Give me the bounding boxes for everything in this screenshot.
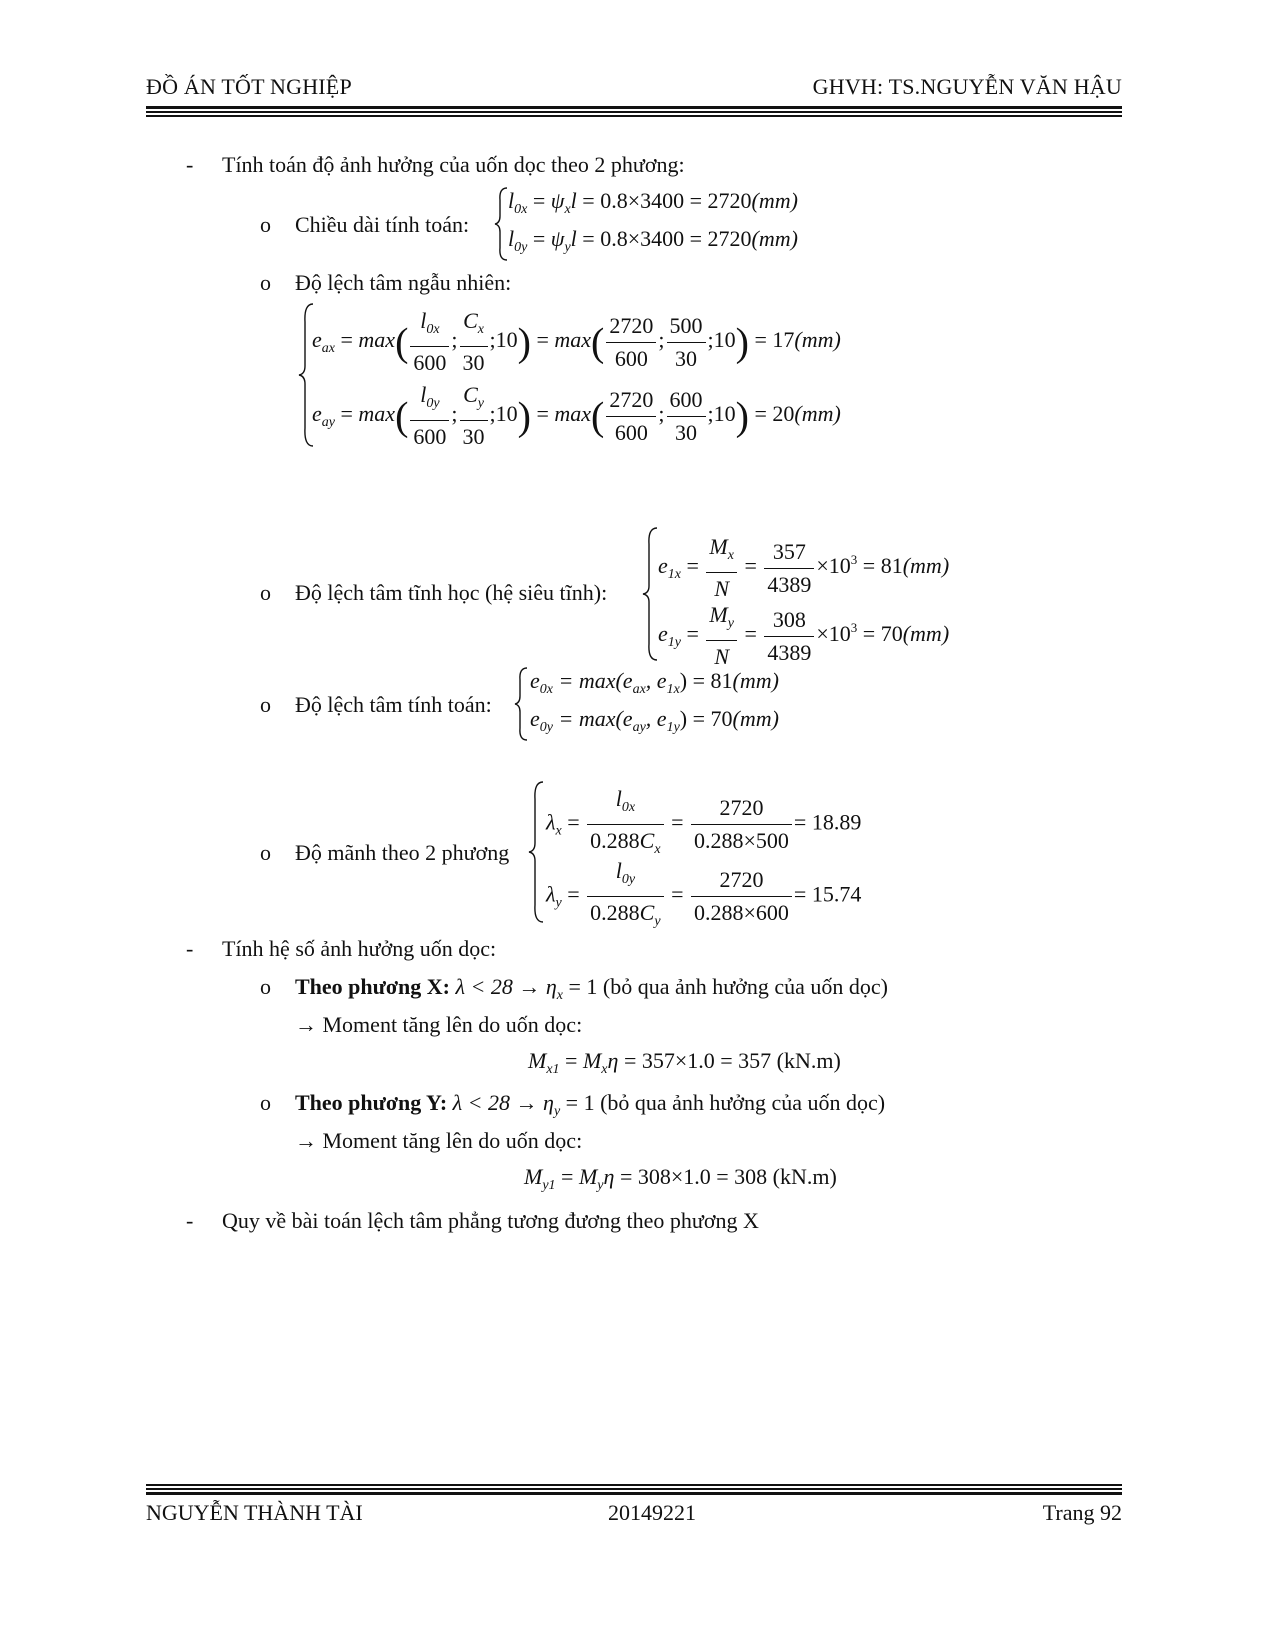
circle-bullet: o	[260, 212, 271, 237]
footer-student-id: 20149221	[608, 1500, 696, 1525]
header-left: ĐỒ ÁN TỐT NGHIỆP	[146, 74, 352, 99]
brace-slenderness	[528, 780, 546, 924]
moment-note-y: → Moment tăng lên do uốn dọc:	[295, 1128, 583, 1153]
design-eccentricity-label: Độ lệch tâm tính toán:	[295, 692, 492, 717]
lambda-x-equation: $\lambda_x$ = $\frac{l_{0x}}{0.288C_x}$ = $\frac{2720}{0.288\times 500}$ = 18.89	[546, 786, 862, 857]
circle-bullet: o	[260, 692, 271, 717]
footer-rule-top	[146, 1484, 1122, 1486]
mx1-equation: $M_{x1} = M_x\eta = 357\times 1.0 = 357$ (kN.m)	[528, 1048, 841, 1077]
footer-rule-mid	[146, 1488, 1122, 1490]
e1x-equation: $e_{1x}$ = $\frac{M_x}{N}$ = $\frac{357}{4389}$ $\times 10^3 = 81(mm)$	[658, 534, 950, 601]
l0y-equation: $l_{0y} = \psi_yl = 0.8\times 3400 = 2720(mm)$	[508, 226, 798, 255]
circle-bullet: o	[260, 974, 271, 999]
eay-equation: $e_{ay} = \max$( $\frac{l_{0y}}{600}$ ; $\frac{C_y}{30}$ ;10) = max( $\frac{2720}{600}$ ; $\frac{600}{30}$ ;10) = 20(mm)	[312, 382, 841, 449]
direction-x-line: Theo phương X: $\lambda < 28 \to \eta_x = 1$ (bỏ qua ảnh hưởng của uốn dọc)	[295, 974, 888, 1003]
circle-bullet: o	[260, 840, 271, 865]
e1y-equation: $e_{1y}$ = $\frac{M_y}{N}$ = $\frac{308}{4389}$ $\times 10^3 = 70(mm)$	[658, 602, 950, 669]
static-eccentricity-label: Độ lệch tâm tĩnh học (hệ siêu tĩnh):	[295, 580, 608, 605]
my1-equation: $M_{y1} = M_y\eta = 308\times 1.0 = 308$ (kN.m)	[524, 1164, 837, 1193]
section-2-title: Tính hệ số ảnh hưởng uốn dọc:	[222, 936, 497, 961]
footer-rule-bottom	[146, 1492, 1122, 1495]
l0x-equation: $l_{0x} = \psi_xl = 0.8\times 3400 = 2720(mm)$	[508, 188, 798, 217]
circle-bullet: o	[260, 270, 271, 295]
header-rule-mid	[146, 111, 1122, 113]
direction-y-line: Theo phương Y: $\lambda < 28 \to \eta_y = 1$ (bỏ qua ảnh hưởng của uốn dọc)	[295, 1090, 886, 1119]
random-eccentricity-label: Độ lệch tâm ngẫu nhiên:	[295, 270, 512, 295]
footer-author: NGUYỄN THÀNH TÀI	[146, 1500, 363, 1525]
section-3-title: Quy về bài toán lệch tâm phẳng tương đương theo phương X	[222, 1208, 759, 1233]
dash-bullet: -	[186, 936, 194, 961]
circle-bullet: o	[260, 1090, 271, 1115]
dash-bullet: -	[186, 152, 194, 177]
brace-design-eccentricity	[514, 666, 530, 742]
effective-length-label: Chiều dài tính toán:	[295, 212, 470, 237]
dash-bullet: -	[186, 1208, 194, 1233]
header-rule-top	[146, 106, 1122, 109]
section-1-title: Tính toán độ ảnh hưởng của uốn dọc theo 2 phương:	[222, 152, 685, 177]
header-rule-bottom	[146, 115, 1122, 117]
e0y-equation: $e_{0y} = \max(e_{ay}$, $e_{1y}) = 70(mm)$	[530, 706, 779, 735]
footer-page-number: Trang 92	[1042, 1500, 1122, 1525]
e0x-equation: $e_{0x} = \max(e_{ax}$, $e_{1x}) = 81(mm)$	[530, 668, 779, 697]
circle-bullet: o	[260, 580, 271, 605]
lambda-y-equation: $\lambda_y$ = $\frac{l_{0y}}{0.288C_y}$ = $\frac{2720}{0.288\times 600}$ = 15.74	[546, 858, 862, 929]
header-right: GHVH: TS.NGUYỄN VĂN HẬU	[812, 74, 1122, 99]
slenderness-label: Độ mãnh theo 2 phương	[295, 840, 510, 865]
moment-note-x: → Moment tăng lên do uốn dọc:	[295, 1012, 583, 1037]
eax-equation: $e_{ax} = \max$( $\frac{l_{0x}}{600}$ ; $\frac{C_x}{30}$ ;10) = max( $\frac{2720}{600}$ ; $\frac{500}{30}$ ;10) = 17(mm)	[312, 308, 841, 375]
